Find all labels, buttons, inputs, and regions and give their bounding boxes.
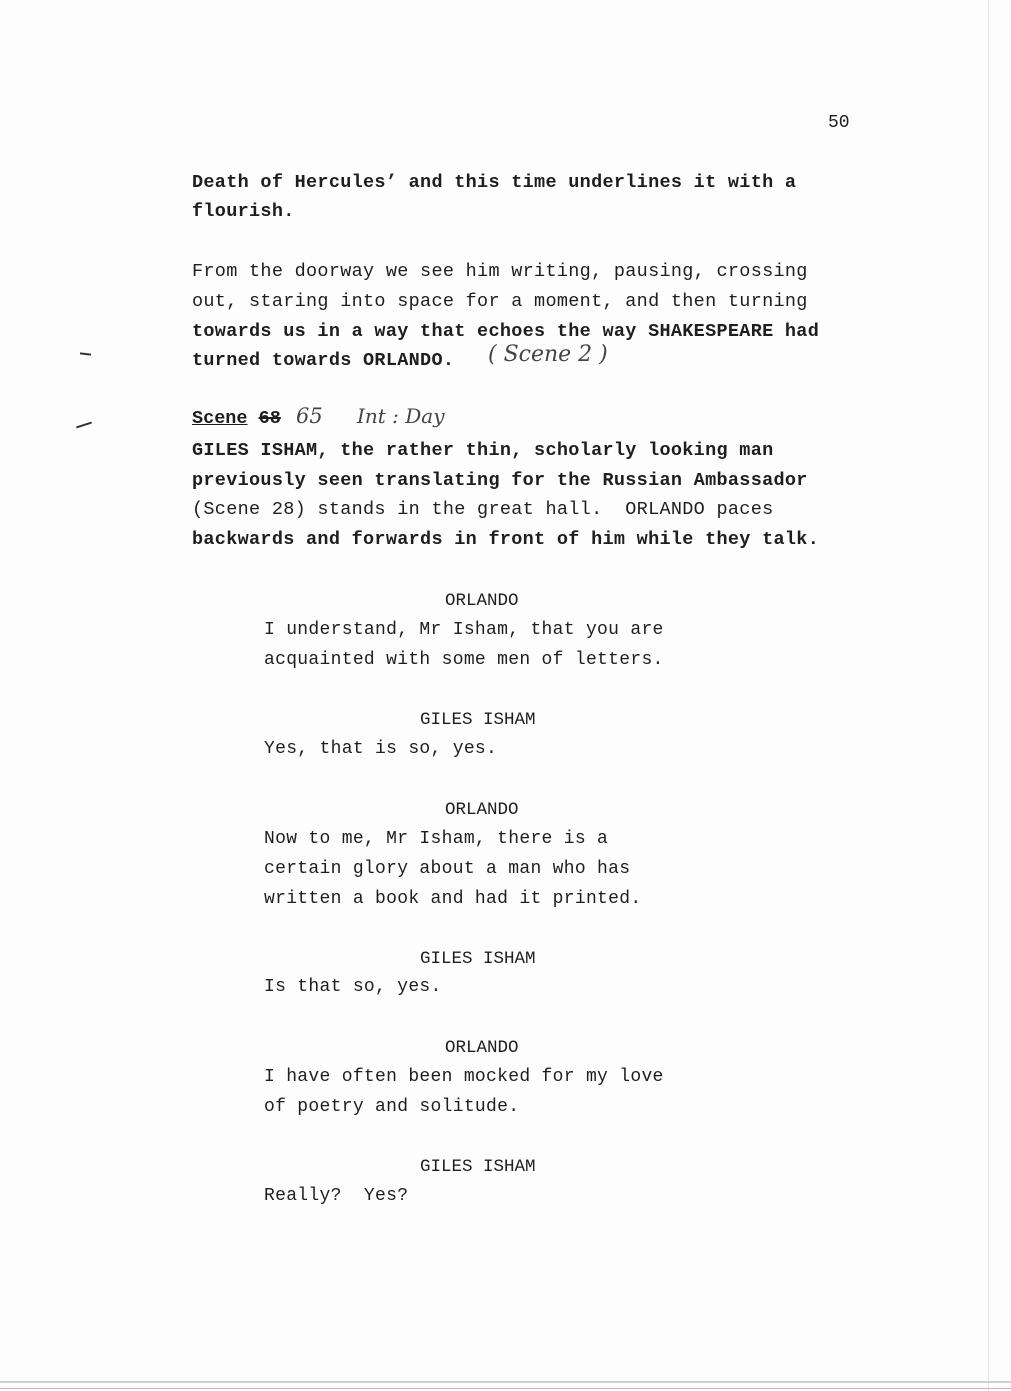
handwritten-scene-number: 65 [296, 404, 323, 428]
dialogue-line: Now to me, Mr Isham, there is a [264, 829, 609, 849]
dialogue-line: written a book and had it printed. [264, 889, 642, 909]
dialogue-line: I understand, Mr Isham, that you are [264, 620, 664, 640]
margin-mark [76, 422, 92, 429]
action-line: Death of Hercules’ and this time underlines it with a [192, 172, 797, 193]
action-line: flourish. [192, 201, 295, 222]
dialogue-line: acquainted with some men of letters. [264, 650, 664, 670]
page-edge-right [988, 0, 989, 1391]
action-line: From the doorway we see him writing, pausing, crossing [192, 261, 808, 282]
character-name: GILES ISHAM [420, 710, 536, 730]
action-line: turned towards ORLANDO. [192, 350, 455, 371]
action-line: backwards and forwards in front of him while they talk. [192, 529, 820, 550]
dialogue-line: Is that so, yes. [264, 977, 442, 997]
character-name: ORLANDO [445, 591, 519, 611]
character-name: ORLANDO [445, 1038, 519, 1058]
dialogue-line: of poetry and solitude. [264, 1097, 520, 1117]
scene-heading [192, 404, 281, 434]
handwritten-scene-note: Int : Day [357, 404, 445, 428]
scene-heading-word: Scene [192, 408, 248, 429]
character-name: GILES ISHAM [420, 949, 536, 969]
character-name: GILES ISHAM [420, 1157, 536, 1177]
page-edge-bottom-shadow [0, 1388, 1011, 1389]
dialogue-line: Yes, that is so, yes. [264, 739, 498, 759]
action-line: out, staring into space for a moment, and then turning [192, 291, 808, 312]
dialogue-line: Really? Yes? [264, 1186, 409, 1206]
scene-number-struck: 68 [258, 408, 281, 429]
handwritten-scene-reference: ( Scene 2 ) [488, 342, 608, 367]
action-line: (Scene 28) stands in the great hall. ORLANDO paces [192, 499, 774, 520]
margin-mark [80, 352, 91, 355]
dialogue-line: certain glory about a man who has [264, 859, 631, 879]
action-line: towards us in a way that echoes the way SHAKESPEARE had [192, 321, 820, 342]
page-edge-bottom [0, 1381, 1011, 1383]
page-number: 50 [828, 113, 850, 133]
action-line: GILES ISHAM, the rather thin, scholarly looking man [192, 440, 774, 461]
action-line: previously seen translating for the Russian Ambassador [192, 470, 808, 491]
character-name: ORLANDO [445, 800, 519, 820]
dialogue-line: I have often been mocked for my love [264, 1067, 664, 1087]
